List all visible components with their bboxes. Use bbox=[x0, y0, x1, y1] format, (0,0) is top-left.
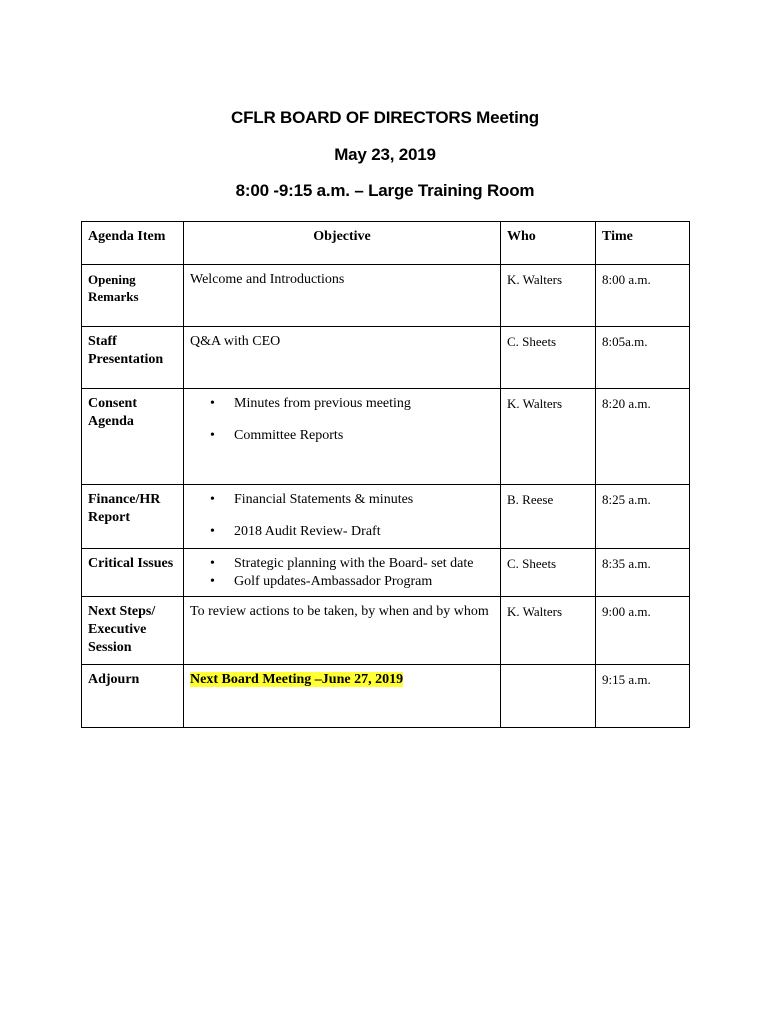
next-meeting-highlight: Next Board Meeting –June 27, 2019 bbox=[190, 672, 404, 687]
who: K. Walters bbox=[501, 389, 596, 485]
agenda-item: Next Steps/ Executive Session bbox=[82, 597, 184, 665]
objective-bullet: • Committee Reports bbox=[210, 427, 494, 445]
objective-bullet: • Golf updates-Ambassador Program bbox=[210, 573, 500, 591]
agenda-item: Consent Agenda bbox=[82, 389, 184, 485]
objective-bullet-list bbox=[190, 555, 500, 591]
table-row bbox=[82, 327, 690, 389]
agenda-item: Opening Remarks bbox=[82, 265, 184, 327]
table-row bbox=[82, 389, 690, 485]
objective: Welcome and Introductions bbox=[184, 265, 501, 327]
agenda-item: Finance/HR Report bbox=[82, 485, 184, 549]
time: 8:05a.m. bbox=[596, 327, 690, 389]
time: 9:00 a.m. bbox=[596, 597, 690, 665]
who: B. Reese bbox=[501, 485, 596, 549]
table-row bbox=[82, 665, 690, 728]
objective-bullet: • Strategic planning with the Board- set date bbox=[210, 555, 500, 573]
agenda-item: Adjourn bbox=[82, 665, 184, 728]
objective-bullet-list bbox=[190, 395, 494, 445]
who: K. Walters bbox=[501, 265, 596, 327]
table-row bbox=[82, 597, 690, 665]
agenda-header-row bbox=[82, 222, 690, 265]
col-header-who: Who bbox=[501, 222, 596, 265]
time: 9:15 a.m. bbox=[596, 665, 690, 728]
table-row bbox=[82, 265, 690, 327]
time: 8:20 a.m. bbox=[596, 389, 690, 485]
meeting-date: May 23, 2019 bbox=[334, 145, 436, 164]
objective-bullet: • Financial Statements & minutes bbox=[210, 491, 494, 509]
time: 8:35 a.m. bbox=[596, 549, 690, 597]
col-header-time: Time bbox=[596, 222, 690, 265]
agenda-table bbox=[81, 221, 690, 728]
meeting-title: CFLR BOARD OF DIRECTORS Meeting bbox=[231, 108, 539, 127]
objective: Q&A with CEO bbox=[184, 327, 501, 389]
who: C. Sheets bbox=[501, 327, 596, 389]
objective-bullet: • 2018 Audit Review- Draft bbox=[210, 523, 494, 541]
who: K. Walters bbox=[501, 597, 596, 665]
col-header-agenda-item: Agenda Item bbox=[82, 222, 184, 265]
table-row bbox=[82, 549, 690, 597]
who bbox=[501, 665, 596, 728]
objective-bullet: • Minutes from previous meeting bbox=[210, 395, 494, 413]
objective bbox=[184, 665, 501, 728]
objective: To review actions to be taken, by when and by whom bbox=[184, 597, 501, 665]
col-header-objective: Objective bbox=[184, 222, 501, 265]
agenda-item: Critical Issues bbox=[82, 549, 184, 597]
meeting-time-location: 8:00 -9:15 a.m. – Large Training Room bbox=[235, 181, 535, 200]
objective bbox=[184, 389, 501, 485]
objective bbox=[184, 549, 501, 597]
table-row bbox=[82, 485, 690, 549]
time: 8:25 a.m. bbox=[596, 485, 690, 549]
time: 8:00 a.m. bbox=[596, 265, 690, 327]
objective bbox=[184, 485, 501, 549]
who: C. Sheets bbox=[501, 549, 596, 597]
objective-bullet-list bbox=[190, 491, 494, 541]
agenda-item: Staff Presentation bbox=[82, 327, 184, 389]
